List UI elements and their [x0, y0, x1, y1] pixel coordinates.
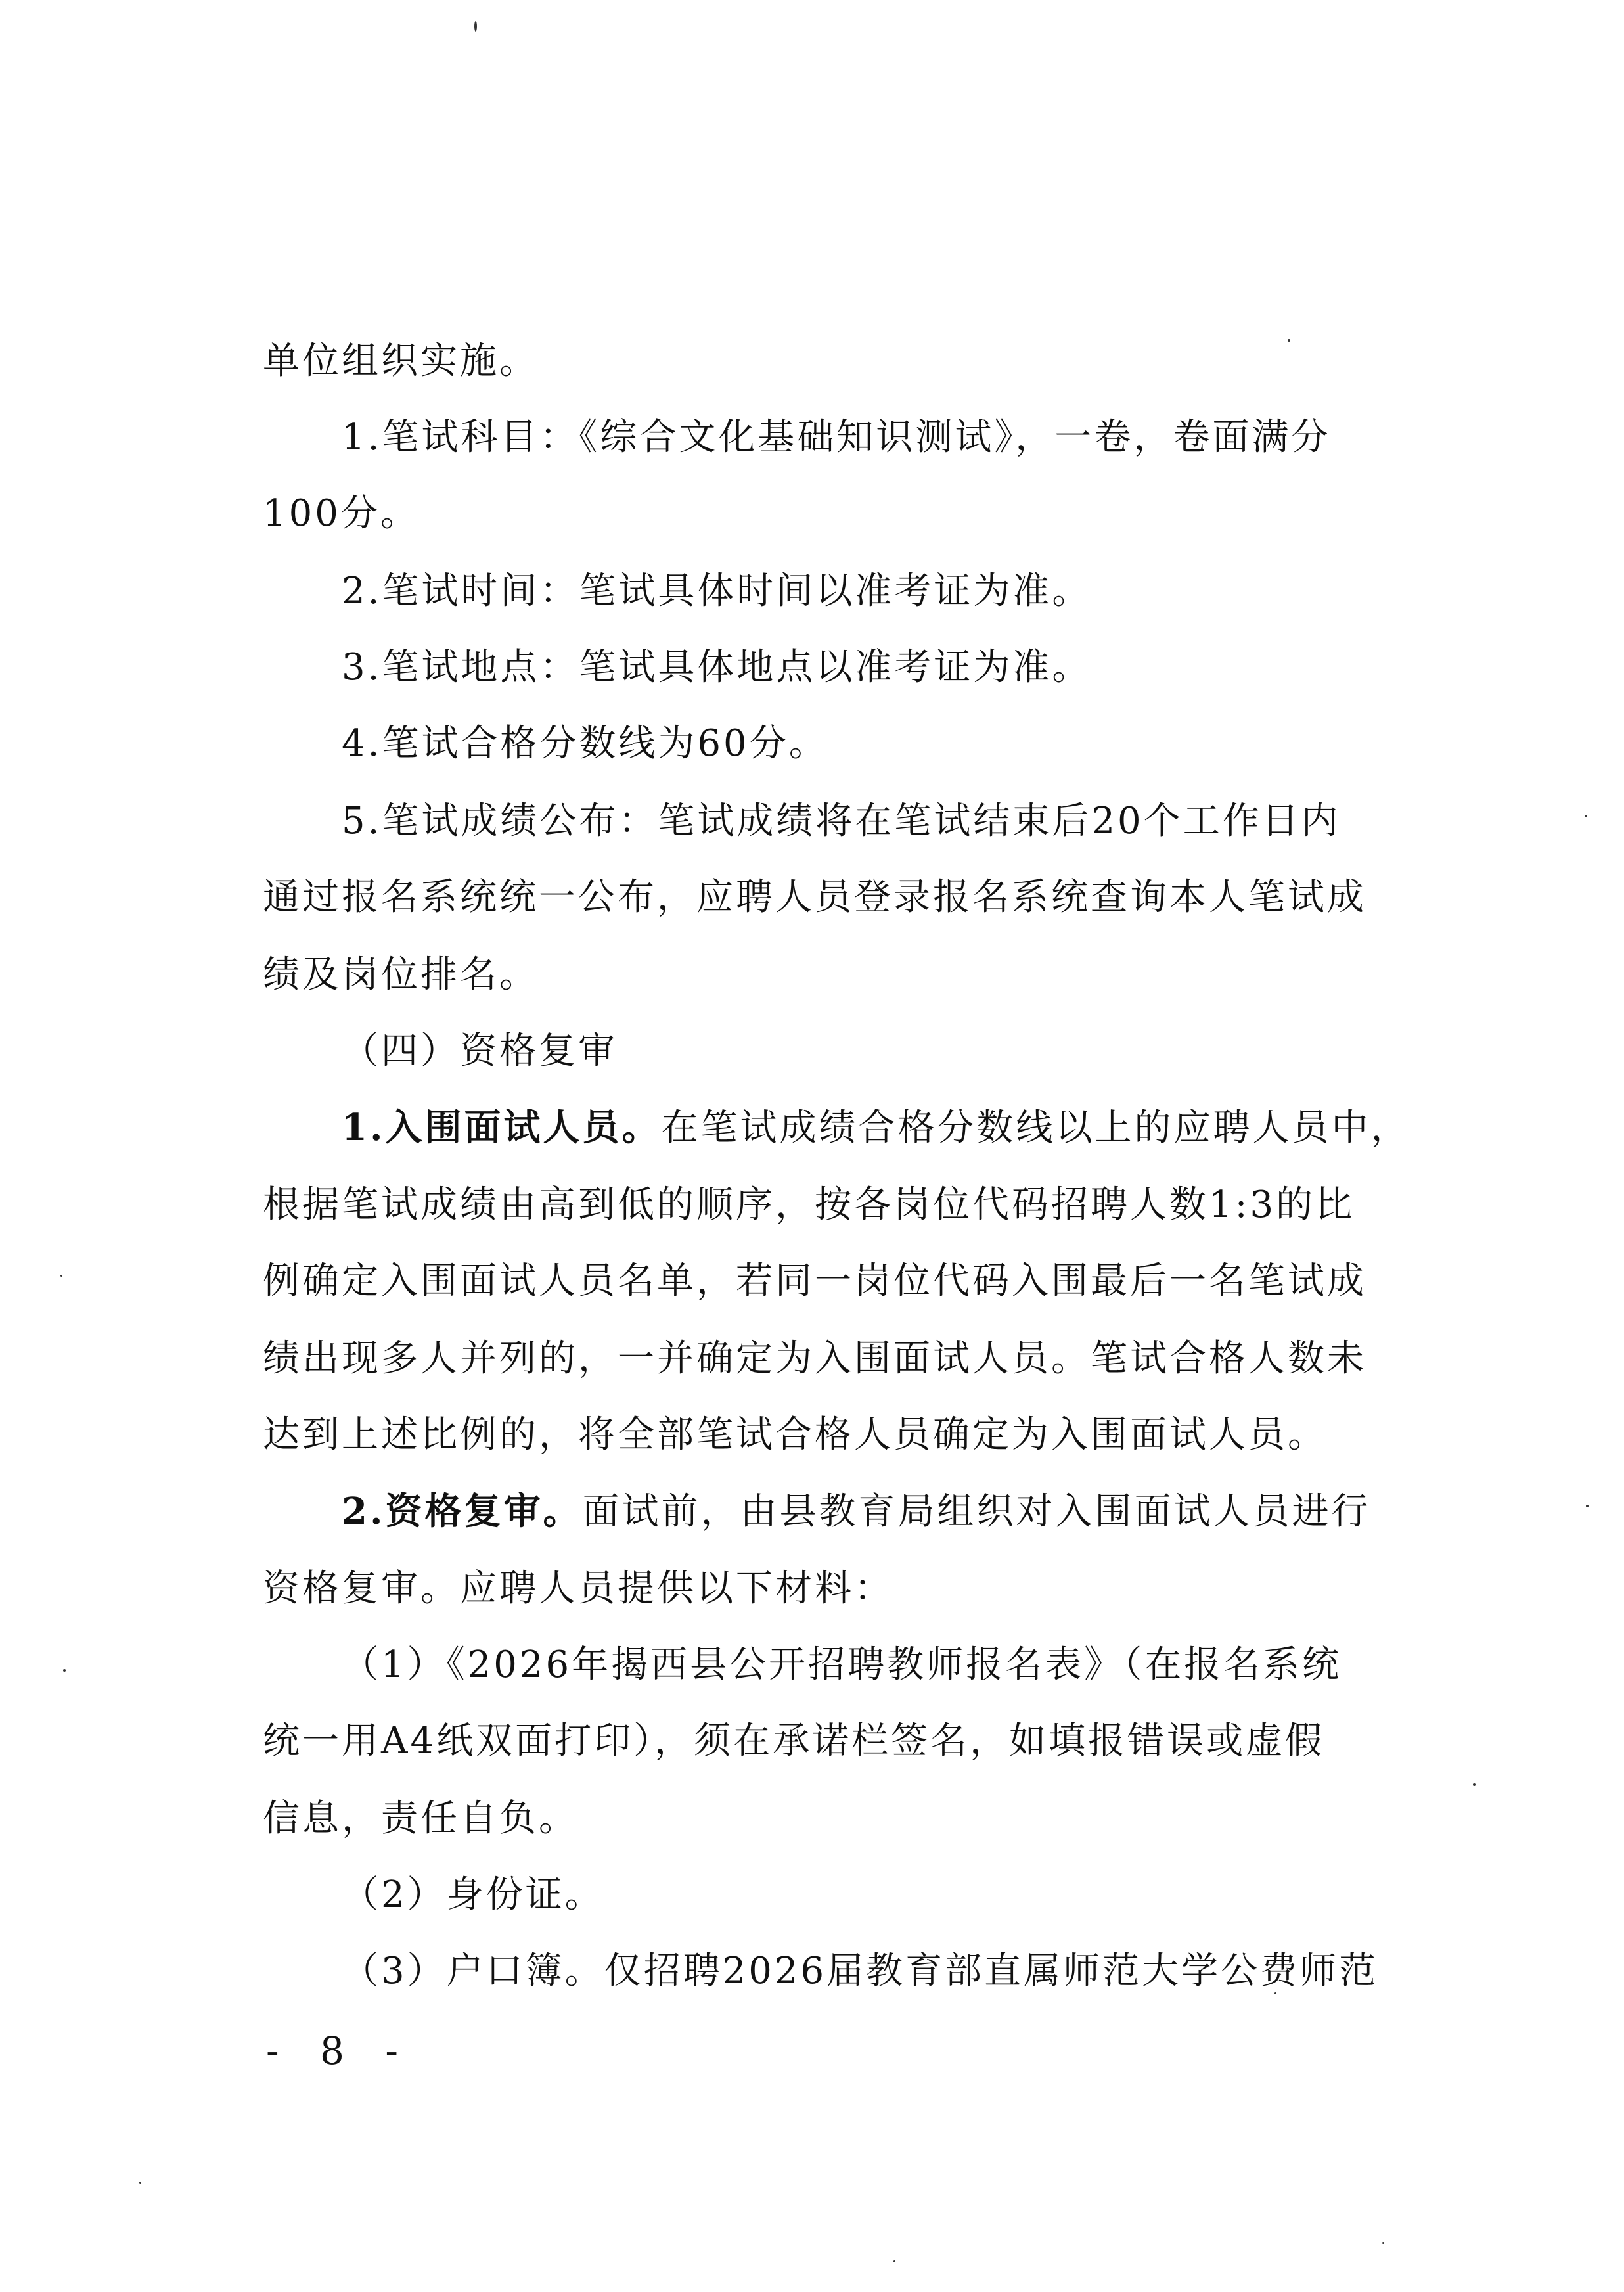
- section-heading: （四）资格复审: [342, 1030, 618, 1072]
- text-line-22: （3）户口簿。仅招聘2026届教育部直属师范大学公费师范: [342, 1950, 1379, 1992]
- text-line-20: 信息，责任自负。: [263, 1797, 578, 1840]
- text-line-16: [342, 1490, 1371, 1533]
- text-line-9: 绩及岗位排名。: [263, 953, 539, 996]
- text-line-5: 3.笔试地点：笔试具体地点以准考证为准。: [342, 646, 1092, 689]
- text-line-19: 统一用A4纸双面打印），须在承诺栏签名，如填报错误或虚假: [263, 1720, 1325, 1762]
- scan-speck: [1586, 1505, 1589, 1507]
- scan-speck: [60, 1275, 62, 1277]
- text-line-3: 100分。: [263, 492, 420, 535]
- scan-speck: [1288, 339, 1290, 342]
- text-line-13: 例确定入围面试人员名单，若同一岗位代码入围最后一名笔试成: [263, 1260, 1366, 1302]
- scan-speck: [1382, 2242, 1384, 2244]
- bold-lead-in-2: 2.资格复审。: [342, 1490, 583, 1533]
- scan-speck: [893, 2260, 895, 2262]
- text-line-11: [342, 1106, 1410, 1149]
- scan-speck: [139, 2182, 141, 2184]
- text-line-14: 绩出现多人并列的，一并确定为入围面试人员。笔试合格人数未: [263, 1337, 1366, 1380]
- text-line-12: 根据笔试成绩由高到低的顺序，按各岗位代码招聘人数1:3的比: [263, 1183, 1355, 1226]
- text-line-2: 1.笔试科目：《综合文化基础知识测试》，一卷，卷面满分: [342, 416, 1331, 459]
- page-number: - 8 -: [266, 2028, 413, 2073]
- text-line-17: 资格复审。应聘人员提供以下材料：: [263, 1567, 893, 1610]
- text-line-18: （1）《2026年揭西县公开招聘教师报名表》（在报名系统: [342, 1643, 1342, 1686]
- text-line-8: 通过报名系统统一公布，应聘人员登录报名系统查询本人笔试成: [263, 876, 1366, 919]
- scan-speck: [1585, 815, 1587, 817]
- scan-speck: [1274, 1992, 1276, 1994]
- text-line-6: 4.笔试合格分数线为60分。: [342, 722, 828, 765]
- bold-lead-in-1: 1.入围面试人员。: [342, 1106, 662, 1149]
- scan-speck: [1473, 1783, 1476, 1786]
- text-line-11-rest: 在笔试成绩合格分数线以上的应聘人员中，: [661, 1107, 1410, 1149]
- scan-speck: [474, 21, 477, 32]
- text-line-7: 5.笔试成绩公布：笔试成绩将在笔试结束后20个工作日内: [342, 800, 1341, 842]
- text-line-4: 2.笔试时间：笔试具体时间以准考证为准。: [342, 570, 1092, 612]
- text-line-1: 单位组织实施。: [263, 340, 539, 382]
- text-line-16-rest: 面试前，由县教育局组织对入围面试人员进行: [582, 1490, 1371, 1533]
- scan-speck: [63, 1669, 66, 1672]
- text-line-21: （2）身份证。: [342, 1873, 604, 1916]
- text-line-15: 达到上述比例的，将全部笔试合格人员确定为入围面试人员。: [263, 1413, 1327, 1456]
